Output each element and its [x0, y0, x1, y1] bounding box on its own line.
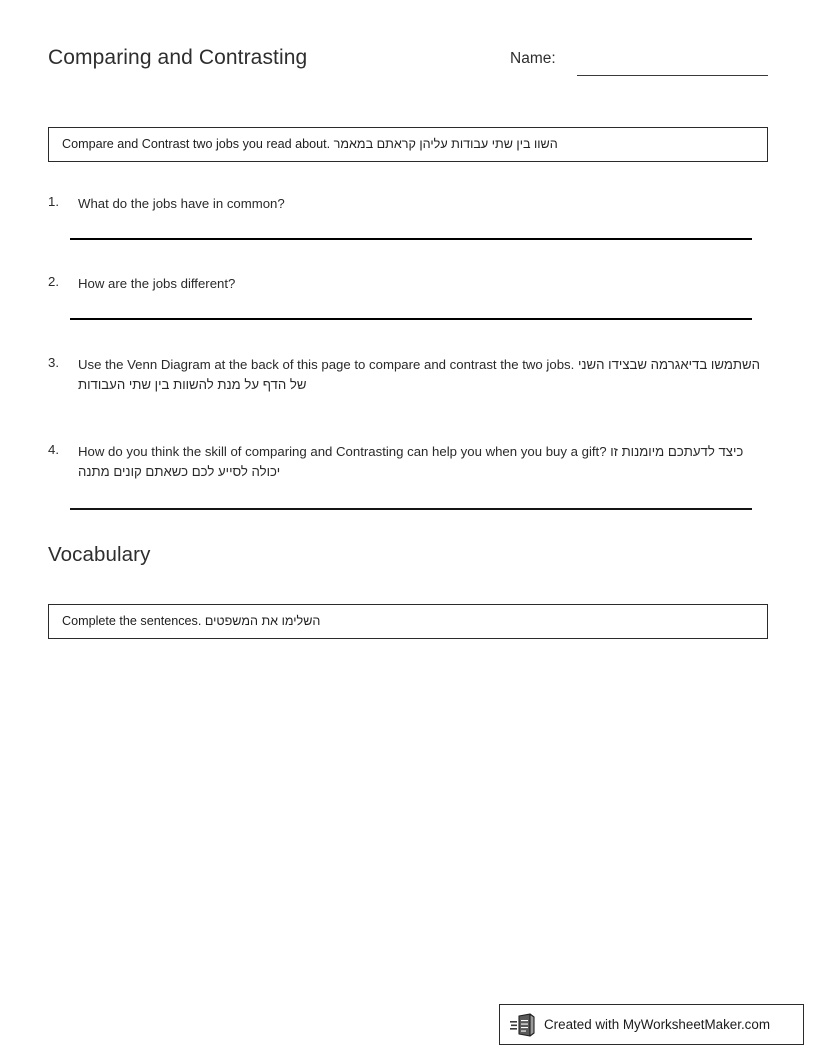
section-heading-vocabulary: Vocabulary — [48, 543, 151, 566]
question-text-2: How are the jobs different? — [78, 276, 236, 291]
question-text-4: How do you think the skill of comparing and Contrasting can help you when you buy a gift? כיצד לדעתכם מיומנות זו יכולה לסייע לכם כשאתם קונים מתנה — [78, 444, 744, 479]
answer-line-2[interactable] — [70, 318, 752, 320]
question-number-4: 4. — [48, 442, 59, 457]
instruction-box-main — [48, 127, 768, 162]
worksheet-header — [48, 46, 768, 86]
instruction-text-main: Compare and Contrast two jobs you read about. השוו בין שתי עבודות עליהן קראתם במאמר — [62, 137, 558, 151]
question-number-1: 1. — [48, 194, 59, 209]
name-input-line[interactable] — [577, 75, 768, 76]
question-text-3: Use the Venn Diagram at the back of this page to compare and contrast the two jobs. השתמשו בדיאגרמה שבצידו השני של הדף על מנת להשוות בין שתי העבודות — [78, 357, 760, 392]
footer-credit-text: Created with MyWorksheetMaker.com — [544, 1017, 770, 1032]
question-number-2: 2. — [48, 274, 59, 289]
answer-line-1[interactable] — [70, 238, 752, 240]
answer-line-3[interactable] — [70, 508, 752, 510]
instruction-text-vocabulary: Complete the sentences. השלימו את המשפטים — [62, 614, 321, 628]
footer-credit-inner — [500, 1005, 803, 1044]
worksheet-maker-logo-icon — [510, 1012, 538, 1038]
name-label: Name: — [510, 50, 556, 67]
question-text-1: What do the jobs have in common? — [78, 196, 285, 211]
name-field-group — [510, 50, 768, 78]
question-number-3: 3. — [48, 355, 59, 370]
page-title: Comparing and Contrasting — [48, 46, 308, 69]
instruction-box-vocabulary — [48, 604, 768, 639]
footer-credit-badge[interactable] — [499, 1004, 804, 1045]
